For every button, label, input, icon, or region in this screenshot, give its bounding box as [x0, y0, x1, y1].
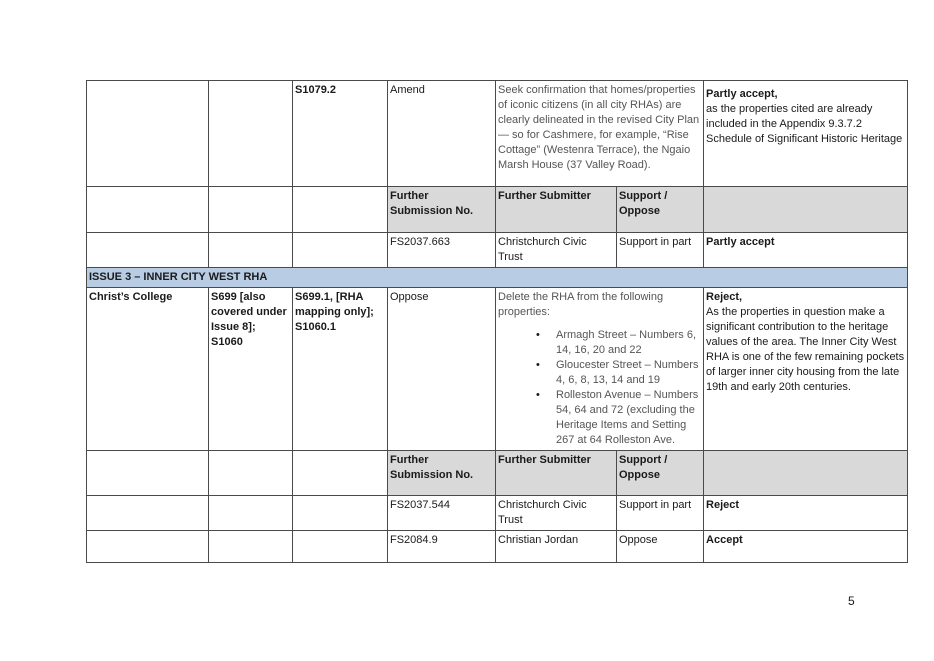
decision-requested-cell: [496, 288, 704, 451]
further-submission-row: [87, 496, 908, 531]
recommendation: Reject: [704, 496, 908, 531]
further-submission-no: FS2037.544: [388, 496, 496, 531]
list-item: • Gloucester Street – Numbers 4, 6, 8, 13, 14 and 19: [556, 358, 701, 388]
decision-requested-cell: Seek confirmation that homes/properties of iconic citizens (in all city RHAs) are clearly delineated in the revised City Plan— so for Cashmere, for example, “Rise Cottage” (Westenra Terrace), the Ngaio Marsh House (37 Valley Road).: [496, 81, 704, 187]
request-intro: Delete the RHA from the following properties:: [498, 291, 664, 318]
submission-no-cell: S699 [also covered under Issue 8]; S1060: [209, 288, 293, 451]
recommendation-heading: Reject,: [706, 291, 743, 303]
further-submission-row: [87, 233, 908, 268]
recommendation: Accept: [704, 531, 908, 563]
submission-point-cell: S699.1, [RHA mapping only]; S1060.1: [293, 288, 388, 451]
support-oppose: Support in part: [617, 233, 704, 268]
submission-no-cell: [209, 81, 293, 187]
submission-point-cell: S1079.2: [293, 81, 388, 187]
list-item: • Armagh Street – Numbers 6, 14, 16, 20 and 22: [556, 328, 701, 358]
further-submission-no-header: Further Submission No.: [388, 187, 496, 233]
further-submission-no-header: Further Submission No.: [388, 451, 496, 496]
further-submitter: Christchurch Civic Trust: [496, 496, 617, 531]
issue-heading: ISSUE 3 – INNER CITY WEST RHA: [87, 268, 908, 288]
further-submission-no: FS2084.9: [388, 531, 496, 563]
recommendation-text: As the properties in question make a significant contribution to the heritage values of the area. The Inner City West RHA is one of the few remaining pockets of larger inner city housing from the late 19th and early 20th centuries.: [706, 306, 905, 393]
recommendation-heading: Partly accept,: [706, 88, 778, 100]
support-oppose-header: Support / Oppose: [617, 187, 704, 233]
further-submission-header-row: [87, 187, 908, 233]
recommendation-cell: [704, 81, 908, 187]
table-row: [87, 81, 908, 187]
property-list: [498, 328, 701, 448]
table-row: [87, 288, 908, 451]
recommendation-cell: [704, 288, 908, 451]
submitter-cell: [87, 81, 209, 187]
further-submitter: Christchurch Civic Trust: [496, 233, 617, 268]
submitter-cell: Christ’s College: [87, 288, 209, 451]
further-submitter: Christian Jordan: [496, 531, 617, 563]
further-submitter-header: Further Submitter: [496, 451, 617, 496]
page-number: 5: [848, 594, 855, 608]
submissions-table: [86, 80, 908, 563]
further-submission-row: [87, 531, 908, 563]
support-oppose-header: Support / Oppose: [617, 451, 704, 496]
issue-heading-row: [87, 268, 908, 288]
further-submission-header-row: [87, 451, 908, 496]
recommendation-text: as the properties cited are already included in the Appendix 9.3.7.2 Schedule of Significant Historic Heritage: [706, 103, 903, 145]
further-submission-no: FS2037.663: [388, 233, 496, 268]
support-oppose: Oppose: [617, 531, 704, 563]
position-cell: Amend: [388, 81, 496, 187]
further-submitter-header: Further Submitter: [496, 187, 617, 233]
position-cell: Oppose: [388, 288, 496, 451]
recommendation: Partly accept: [704, 233, 908, 268]
list-item: • Rolleston Avenue – Numbers 54, 64 and 72 (excluding the Heritage Items and Setting 267 at 64 Rolleston Ave.: [556, 388, 701, 448]
support-oppose: Support in part: [617, 496, 704, 531]
